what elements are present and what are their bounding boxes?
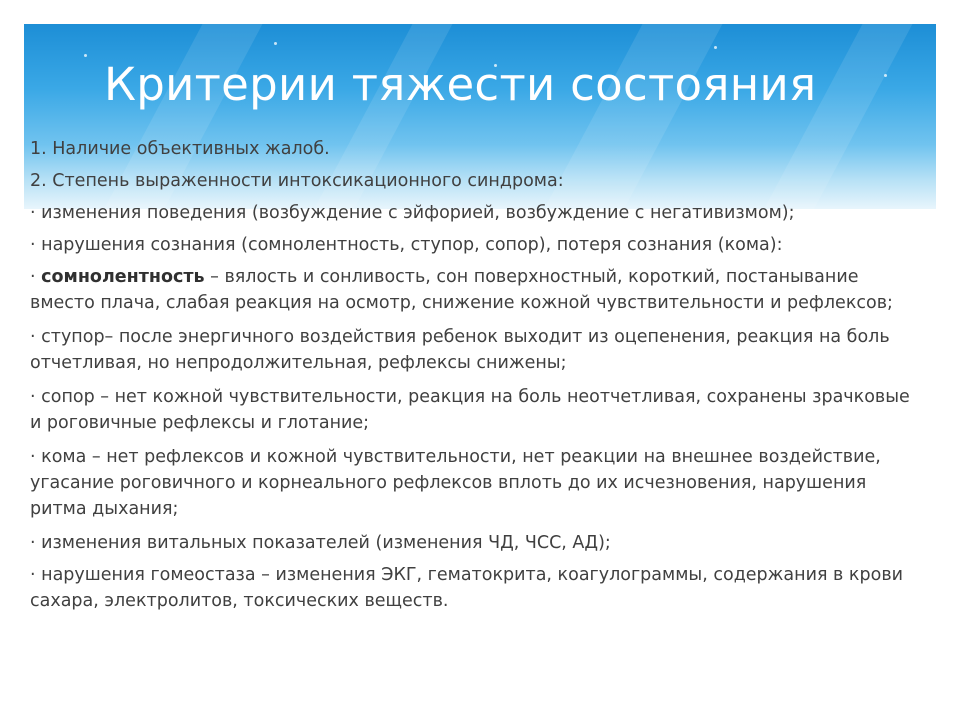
- list-item: · нарушения сознания (сомнолентность, ступор, сопор), потеря сознания (кома):: [30, 235, 783, 255]
- list-item: · ступор– после энергичного воздействия ребенок выходит из оцепенения, реакция на боль отчетливая, но непродолжительная, рефлексы снижены;: [30, 327, 890, 373]
- slide-title: Критерии тяжести состояния: [104, 58, 817, 111]
- list-item: 1. Наличие объективных жалоб.: [30, 139, 330, 159]
- list-item: 2. Степень выраженности интоксикационного синдрома:: [30, 171, 564, 191]
- list-item: · кома – нет рефлексов и кожной чувствительности, нет реакции на внешнее воздействие, угасание роговичного и корнеального рефлексов вплоть до их исчезновения, нарушения ритма дыхания;: [30, 447, 881, 519]
- sparkle-decoration: [274, 42, 277, 45]
- sparkle-decoration: [714, 46, 717, 49]
- bullet: ·: [30, 267, 42, 287]
- definition-text: – вялость и сонливость, сон поверхностный, короткий, постанывание вместо плача, слабая реакция на осмотр, снижение кожной чувствительности и рефлексов;: [30, 267, 893, 313]
- list-item: · сопор – нет кожной чувствительности, реакция на боль неотчетливая, сохранены зрачковые и роговичные рефлексы и глотание;: [30, 387, 910, 433]
- sparkle-decoration: [84, 54, 87, 57]
- list-item: · изменения витальных показателей (изменения ЧД, ЧСС, АД);: [30, 533, 611, 553]
- term-somnolence: сомнолентность: [41, 267, 205, 287]
- sparkle-decoration: [884, 74, 887, 77]
- list-item-somnolence: [30, 264, 920, 316]
- list-item: · изменения поведения (возбуждение с эйфорией, возбуждение с негативизмом);: [30, 203, 795, 223]
- slide-body: [30, 136, 920, 622]
- list-item: · нарушения гомеостаза – изменения ЭКГ, гематокрита, коагулограммы, содержания в крови сахара, электролитов, токсических веществ.: [30, 565, 904, 611]
